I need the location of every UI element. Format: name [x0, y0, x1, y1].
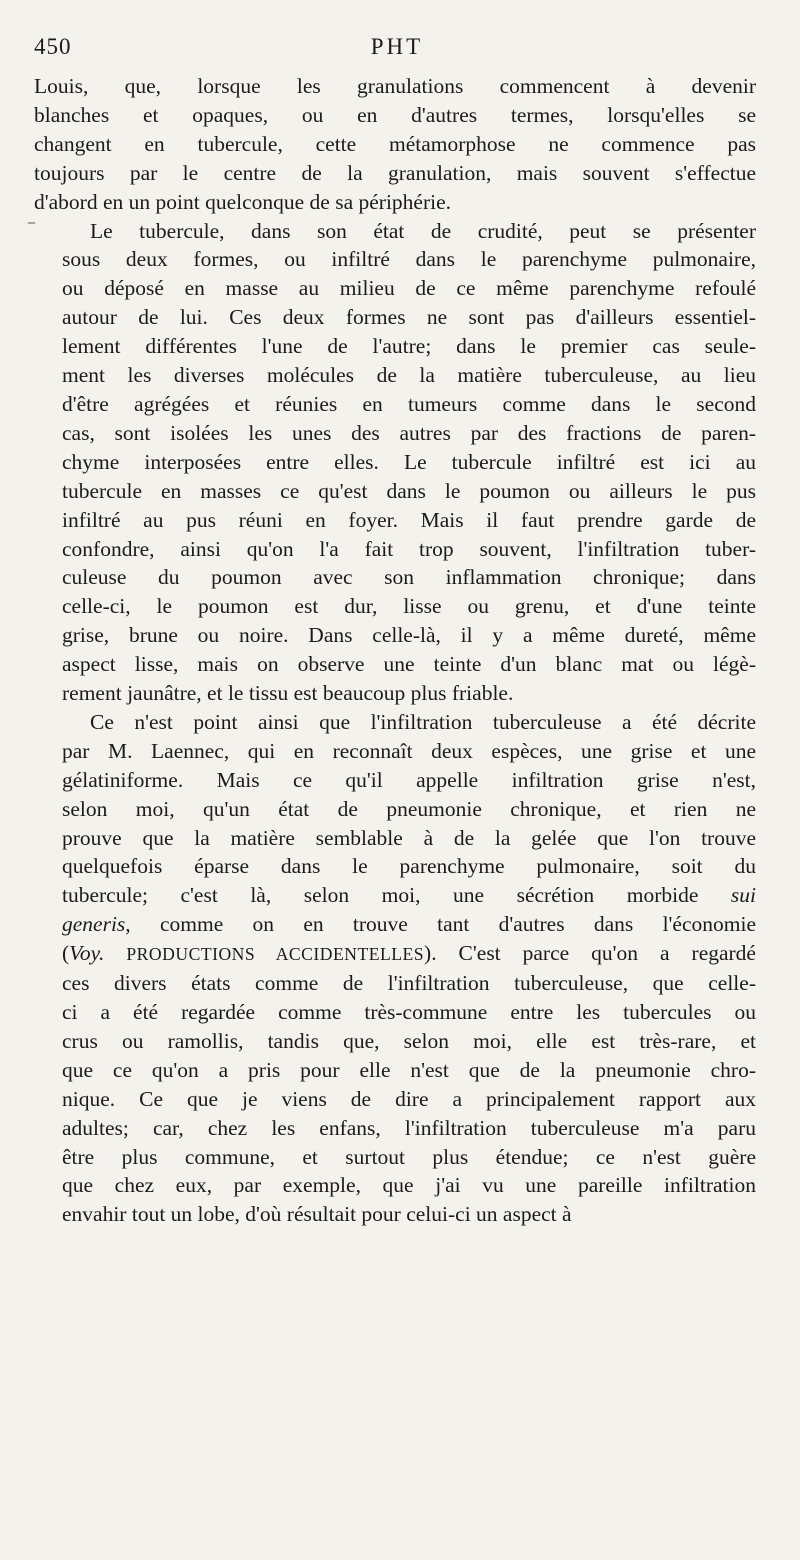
text-line: confondre, ainsi qu'on l'a fait trop souvent, l'infiltration tuber- [62, 536, 756, 561]
text-line: d'abord en un point quelconque de sa périphérie. [34, 189, 452, 214]
margin-mark: _ [28, 208, 35, 224]
text-line: toujours par le centre de la granulation, mais souvent s'effectue [34, 160, 756, 185]
text-line: sous deux formes, ou infiltré dans le parenchyme pulmonaire, [62, 247, 756, 272]
text-line: chyme interposées entre elles. Le tubercule infiltré est ici au [62, 449, 756, 474]
text-line: grise, brune ou noire. Dans celle-là, il y a même dureté, même [62, 623, 756, 648]
text-line: rement jaunâtre, et le tissu est beaucoup plus friable. [62, 681, 514, 706]
text-line: Ce n'est point ainsi que l'infiltration tuberculeuse a été décrite [90, 709, 756, 734]
text-line: selon moi, qu'un état de pneumonie chronique, et rien ne [62, 796, 756, 821]
body-text [34, 72, 756, 1229]
text-line: crus ou ramollis, tandis que, selon moi, elle est très-rare, et [62, 1028, 756, 1053]
text-line: Louis, que, lorsque les granulations commencent à devenir [34, 74, 756, 98]
text-line: nique. Ce que je viens de dire a principalement rapport aux [62, 1086, 756, 1111]
text-line: generis, comme on en trouve tant d'autres dans l'économie [62, 912, 756, 937]
text-line: infiltré au pus réuni en foyer. Mais il faut prendre garde de [62, 507, 756, 532]
paragraph [34, 217, 756, 708]
text-line: gélatiniforme. Mais ce qu'il appelle infiltration grise n'est, [62, 767, 756, 792]
text-line: tubercule en masses ce qu'est dans le poumon ou ailleurs le pus [62, 478, 756, 503]
text-line: culeuse du poumon avec son inflammation chronique; dans [62, 565, 756, 590]
text-line: envahir tout un lobe, d'où résultait pour celui-ci un aspect à [62, 1202, 572, 1227]
text-line: d'être agrégées et réunies en tumeurs comme dans le second [62, 391, 756, 416]
text-line: celle-ci, le poumon est dur, lisse ou grenu, et d'une teinte [62, 594, 756, 619]
text-line: ment les diverses molécules de la matière tuberculeuse, au lieu [62, 363, 756, 388]
text-line: que chez eux, par exemple, que j'ai vu une pareille infiltration [62, 1173, 756, 1198]
text-line: ci a été regardée comme très-commune entre les tubercules ou [62, 1000, 756, 1024]
text-line: tubercule; c'est là, selon moi, une sécrétion morbide sui [62, 883, 756, 908]
text-line: ou déposé en masse au milieu de ce même parenchyme refoulé [62, 276, 756, 301]
text-line: Le tubercule, dans son état de crudité, peut se présenter [90, 218, 756, 243]
text-line: être plus commune, et surtout plus étendue; ce n'est guère [62, 1144, 756, 1169]
text-line: que ce qu'on a pris pour elle n'est que de la pneumonie chro- [62, 1057, 756, 1082]
text-line: ces divers états comme de l'infiltration tuberculeuse, que celle- [62, 971, 756, 996]
text-line: cas, sont isolées les unes des autres par des fractions de paren- [62, 420, 756, 445]
running-head: PHT [370, 34, 424, 59]
text-line: (Voy. PRODUCTIONS ACCIDENTELLES). C'est parce qu'on a regardé [62, 941, 756, 966]
page-number: 450 [34, 34, 72, 59]
text-line: aspect lisse, mais on observe une teinte d'un blanc mat ou légè- [62, 652, 756, 677]
paragraph [34, 708, 756, 1229]
text-line: par M. Laennec, qui en reconnaît deux espèces, une grise et une [62, 738, 756, 763]
text-line: adultes; car, chez les enfans, l'infiltration tuberculeuse m'a paru [62, 1115, 756, 1140]
text-line: blanches et opaques, ou en d'autres termes, lorsqu'elles se [34, 102, 756, 127]
text-line: lement différentes l'une de l'autre; dans le premier cas seule- [62, 334, 756, 359]
text-line: prouve que la matière semblable à de la gelée que l'on trouve [62, 825, 756, 850]
text-line: changent en tubercule, cette métamorphose ne commence pas [34, 131, 756, 156]
paragraph [34, 72, 756, 217]
text-line: autour de lui. Ces deux formes ne sont pas d'ailleurs essentiel- [62, 305, 756, 330]
text-line: quelquefois éparse dans le parenchyme pulmonaire, soit du [62, 854, 756, 879]
page-header [34, 30, 760, 70]
